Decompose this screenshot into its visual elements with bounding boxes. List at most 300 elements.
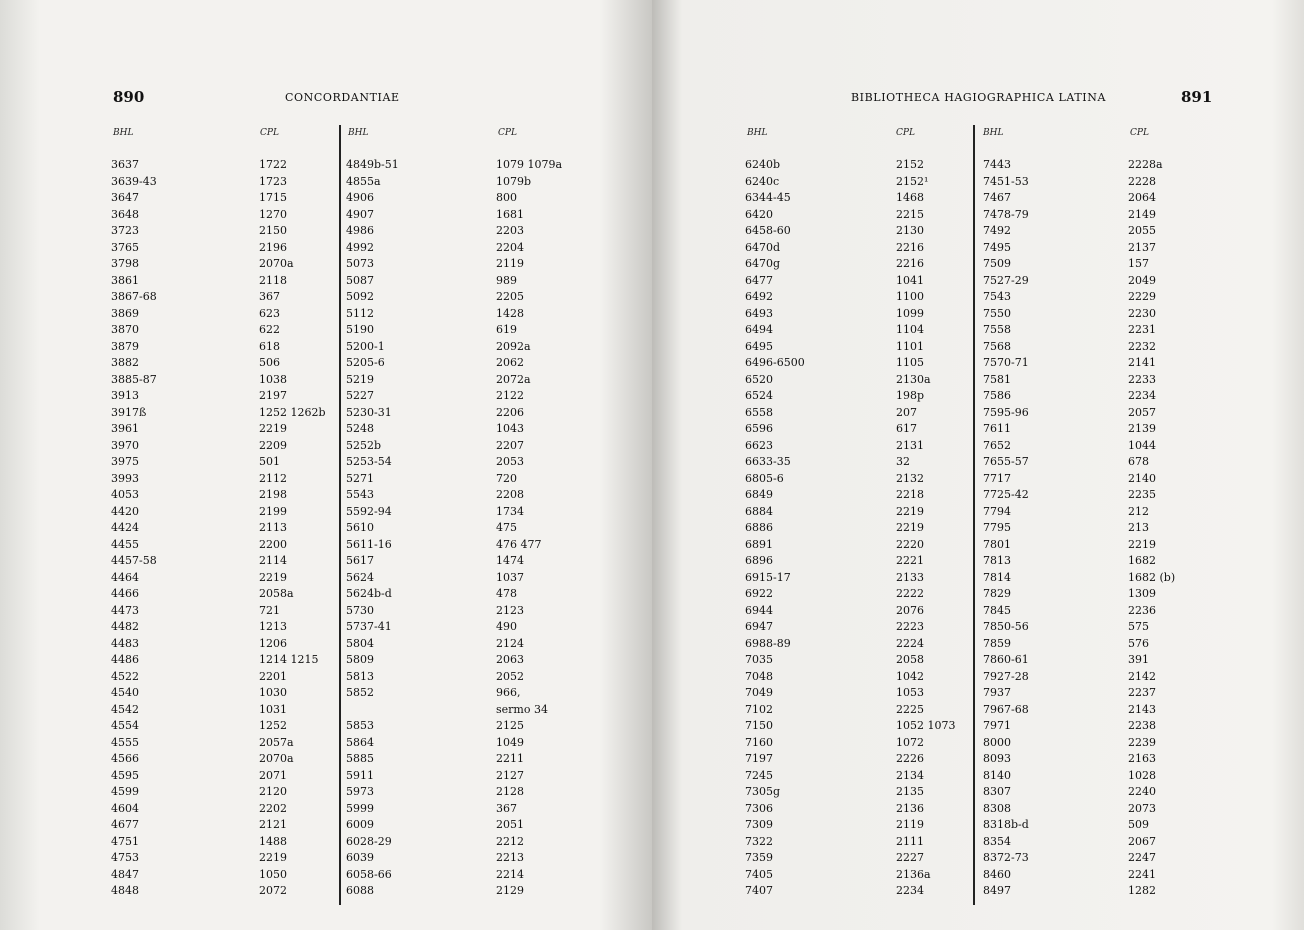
table-cell: 2224 <box>896 636 924 650</box>
table-cell: 2123 <box>496 603 524 617</box>
table-cell: 367 <box>259 290 280 303</box>
table-cell: 3879 <box>111 339 139 353</box>
table-cell: 6493 <box>745 306 773 320</box>
table-cell: 989 <box>496 273 517 287</box>
table-cell: 2223 <box>896 620 924 633</box>
table-cell: 7558 <box>983 323 1011 336</box>
table-cell: 2139 <box>1128 422 1156 435</box>
table-cell: 6915-17 <box>745 570 791 584</box>
table-cell: 1214 1215 <box>259 653 319 666</box>
page-number: 891 <box>1181 88 1213 106</box>
table-cell: 4906 <box>346 191 374 204</box>
table-cell: 619 <box>496 323 517 336</box>
table-cell: 198p <box>896 389 925 402</box>
table-cell: 3975 <box>111 455 139 468</box>
table-cell: 4599 <box>111 785 139 798</box>
table-cell: 5624 <box>346 570 374 584</box>
table-cell: 3648 <box>111 207 139 221</box>
table-cell: 2125 <box>496 719 524 732</box>
running-head: CONCORDANTIAE <box>285 91 400 104</box>
table-cell: 1682 (b) <box>1128 570 1176 584</box>
table-cell: 2143 <box>1128 702 1156 716</box>
table-cell: 8000 <box>983 735 1011 749</box>
table-cell: 5852 <box>346 686 374 699</box>
table-cell: 2231 <box>1128 323 1156 336</box>
table-cell: 2234 <box>896 884 924 897</box>
table-cell: 1252 <box>259 719 287 732</box>
table-cell: 3885-87 <box>111 372 157 386</box>
table-cell: 6886 <box>745 521 773 534</box>
table-cell: 4455 <box>111 537 139 551</box>
table-cell: 2152¹ <box>896 174 929 188</box>
bhl-column <box>111 157 231 900</box>
table-cell: 506 <box>259 356 280 369</box>
table-cell: 6944 <box>745 603 773 617</box>
table-cell: 5073 <box>346 257 374 270</box>
table-cell: 5592-94 <box>346 504 392 518</box>
table-cell: 3637 <box>111 158 139 171</box>
table-cell: 2218 <box>896 488 924 501</box>
column-header-bhl: BHL <box>348 128 369 138</box>
table-cell: 6633-35 <box>745 455 791 468</box>
table-cell: 32 <box>896 455 910 468</box>
table-cell: 7478-79 <box>983 207 1029 221</box>
table-cell: 207 <box>896 405 917 419</box>
table-cell: 6344-45 <box>745 191 791 204</box>
table-cell: 4677 <box>111 818 139 831</box>
table-cell: 2135 <box>896 785 924 798</box>
table-cell: 6891 <box>745 537 773 551</box>
table-cell: 1101 <box>896 339 924 353</box>
table-cell: 7801 <box>983 537 1011 551</box>
table-cell: 6494 <box>745 323 773 336</box>
table-cell: 4482 <box>111 620 139 633</box>
table-cell: 7509 <box>983 257 1011 270</box>
table-cell: 4473 <box>111 603 139 617</box>
table-cell: 2219 <box>1128 537 1156 551</box>
table-cell: 2219 <box>896 521 924 534</box>
table-cell: 7586 <box>983 389 1011 402</box>
table-cell: 7581 <box>983 372 1011 386</box>
table-cell: 2229 <box>1128 290 1156 303</box>
table-cell: 721 <box>259 603 280 617</box>
table-cell: 3882 <box>111 356 139 369</box>
table-cell: 2163 <box>1128 752 1156 765</box>
table-cell: 2136 <box>896 801 924 815</box>
table-cell: 4424 <box>111 521 139 534</box>
table-cell: 7527-29 <box>983 273 1029 287</box>
table-cell: 2235 <box>1128 488 1156 501</box>
table-cell: 2112 <box>259 471 287 485</box>
table-cell: 509 <box>1128 818 1149 831</box>
table-cell: 2113 <box>259 521 287 534</box>
table-cell: 2072a <box>496 372 531 386</box>
table-cell: 7927-28 <box>983 669 1029 683</box>
table-cell: 1734 <box>496 504 524 518</box>
table-cell: 2063 <box>496 653 524 666</box>
table-cell: 5253-54 <box>346 455 392 468</box>
table-cell: 4420 <box>111 504 139 518</box>
table-cell: 8372-73 <box>983 851 1029 864</box>
table-cell: 6947 <box>745 620 773 633</box>
table-cell: 1105 <box>896 356 924 369</box>
table-cell: 7568 <box>983 339 1011 353</box>
table-cell: 2199 <box>259 504 287 518</box>
table-cell: 1042 <box>896 669 924 683</box>
table-cell: 5809 <box>346 653 374 666</box>
table-cell: 213 <box>1128 521 1149 534</box>
table-cell <box>346 702 466 719</box>
table-cell: 2215 <box>896 207 924 221</box>
table-cell: 8307 <box>983 785 1011 798</box>
table-cell: 4486 <box>111 653 139 666</box>
table-cell: 3867-68 <box>111 290 157 303</box>
table-cell: 2132 <box>896 471 924 485</box>
table-cell: 1052 1073 <box>896 719 956 732</box>
table-cell: 4595 <box>111 768 139 782</box>
table-cell: 3723 <box>111 224 139 237</box>
table-cell: 7306 <box>745 801 773 815</box>
table-cell: 4986 <box>346 224 374 237</box>
table-cell: 1041 <box>896 273 924 287</box>
table-cell: 5610 <box>346 521 374 534</box>
table-cell: 6495 <box>745 339 773 353</box>
table-cell: 7814 <box>983 570 1011 584</box>
table-cell: 7794 <box>983 504 1011 518</box>
table-cell: 1038 <box>259 372 287 386</box>
table-cell: 7407 <box>745 884 773 897</box>
table-cell: 5911 <box>346 768 374 782</box>
column-header-cpl: CPL <box>260 128 279 138</box>
table-cell: 2247 <box>1128 851 1156 864</box>
table-cell: 490 <box>496 620 517 633</box>
table-cell: 2120 <box>259 785 287 798</box>
table-cell: 6039 <box>346 851 374 864</box>
table-cell: 4992 <box>346 240 374 254</box>
table-cell: 1723 <box>259 174 287 188</box>
table-cell: 7492 <box>983 224 1011 237</box>
table-cell: 5227 <box>346 389 374 402</box>
table-cell: 2205 <box>496 290 524 303</box>
table-cell: 6558 <box>745 405 773 419</box>
table-cell: 6470g <box>745 257 781 270</box>
table-cell: 1030 <box>259 686 287 699</box>
table-cell: 6884 <box>745 504 773 518</box>
table-cell: sermo 34 <box>496 702 548 716</box>
table-cell: 6240b <box>745 158 781 171</box>
table-cell: 5730 <box>346 603 374 617</box>
table-cell: 8318b-d <box>983 818 1029 831</box>
table-cell: 2196 <box>259 240 287 254</box>
table-cell: 6477 <box>745 273 773 287</box>
table-cell: 3798 <box>111 257 139 270</box>
table-cell: 1079b <box>496 174 532 188</box>
table-cell: 7048 <box>745 669 773 683</box>
table-cell: 2219 <box>896 504 924 518</box>
table-cell: 8497 <box>983 884 1011 897</box>
table-cell: 6088 <box>346 884 374 897</box>
table-cell: 3870 <box>111 323 139 336</box>
table-cell: 5611-16 <box>346 537 392 551</box>
table-cell: 7859 <box>983 636 1011 650</box>
table-cell: 6623 <box>745 438 773 452</box>
table-cell: 5092 <box>346 290 374 303</box>
table-cell: 4847 <box>111 867 139 881</box>
table-cell: 4555 <box>111 735 139 749</box>
column-header-cpl: CPL <box>1130 128 1149 138</box>
table-cell: 5853 <box>346 719 374 732</box>
table-cell: 7860-61 <box>983 653 1029 666</box>
table-cell: 7305g <box>745 785 781 798</box>
table-cell: 8308 <box>983 801 1011 815</box>
table-cell: 7570-71 <box>983 356 1029 369</box>
table-cell: 2201 <box>259 669 287 683</box>
table-cell: 1213 <box>259 620 287 633</box>
table-cell: 1206 <box>259 636 287 650</box>
table-cell: 6524 <box>745 389 773 402</box>
table-cell: 6496-6500 <box>745 356 805 369</box>
table-cell: 2198 <box>259 488 287 501</box>
right-page <box>652 0 1304 930</box>
table-cell: 2137 <box>1128 240 1156 254</box>
table-cell: 7967-68 <box>983 702 1029 716</box>
table-cell: 7451-53 <box>983 174 1029 188</box>
table-cell: 6470d <box>745 240 781 254</box>
table-cell: 1050 <box>259 867 287 881</box>
table-cell: 6420 <box>745 207 773 221</box>
table-cell: 478 <box>496 587 517 600</box>
table-cell: 7550 <box>983 306 1011 320</box>
cpl-column <box>1128 157 1248 900</box>
table-cell: 2204 <box>496 240 524 254</box>
table-cell: 2129 <box>496 884 524 897</box>
table-cell: 3917ß <box>111 405 147 419</box>
table-cell: 7795 <box>983 521 1011 534</box>
table-cell: 5804 <box>346 636 374 650</box>
table-cell: 2057 <box>1128 405 1156 419</box>
table-cell: 2236 <box>1128 603 1156 617</box>
table-cell: 367 <box>496 801 517 815</box>
table-cell: 6009 <box>346 818 374 831</box>
table-cell: 4604 <box>111 801 139 815</box>
table-cell: 1282 <box>1128 884 1156 897</box>
table-cell: 5617 <box>346 554 374 567</box>
table-cell: 7845 <box>983 603 1011 617</box>
table-cell: 4464 <box>111 570 139 584</box>
table-cell: 5112 <box>346 306 374 320</box>
table-cell: 2130a <box>896 372 931 386</box>
table-cell: 1031 <box>259 702 287 716</box>
table-cell: 1044 <box>1128 438 1156 452</box>
table-cell: 7543 <box>983 290 1011 303</box>
table-cell: 2149 <box>1128 207 1156 221</box>
table-cell: 2225 <box>896 702 924 716</box>
table-cell: 2202 <box>259 801 287 815</box>
table-cell: 2070a <box>259 752 294 765</box>
table-cell: 2150 <box>259 224 287 237</box>
table-cell: 2208 <box>496 488 524 501</box>
table-cell: 4466 <box>111 587 139 600</box>
running-head: BIBLIOTHECA HAGIOGRAPHICA LATINA <box>851 91 1106 104</box>
table-cell: 2136a <box>896 867 931 881</box>
table-cell: 1028 <box>1128 768 1156 782</box>
table-cell: 5248 <box>346 422 374 435</box>
table-cell: 2228a <box>1128 158 1163 171</box>
table-cell: 2233 <box>1128 372 1156 386</box>
table-cell: 2051 <box>496 818 524 831</box>
table-cell: 476 477 <box>496 537 542 551</box>
table-cell: 7049 <box>745 686 773 699</box>
table-cell: 2058 <box>896 653 924 666</box>
table-cell: 3970 <box>111 438 139 452</box>
table-cell: 5252b <box>346 438 382 452</box>
table-cell: 7595-96 <box>983 405 1029 419</box>
table-cell: 2240 <box>1128 785 1156 798</box>
table-cell: 2072 <box>259 884 287 897</box>
table-cell: 2052 <box>496 669 524 683</box>
table-cell: 7102 <box>745 702 773 716</box>
table-cell: 2121 <box>259 818 287 831</box>
column-header-bhl: BHL <box>747 128 768 138</box>
table-cell: 3993 <box>111 471 139 485</box>
table-cell: 2214 <box>496 867 524 881</box>
table-cell: 3861 <box>111 273 139 287</box>
table-cell: 3765 <box>111 240 139 254</box>
table-cell: 6240c <box>745 174 780 188</box>
column-header-cpl: CPL <box>498 128 517 138</box>
table-cell: 2127 <box>496 768 524 782</box>
table-cell: 6596 <box>745 422 773 435</box>
table-cell: 2213 <box>496 851 524 864</box>
table-cell: 2114 <box>259 554 287 567</box>
table-cell: 1488 <box>259 834 287 848</box>
table-cell: 3869 <box>111 306 139 320</box>
table-cell: 1043 <box>496 422 524 435</box>
table-cell: 4522 <box>111 669 139 683</box>
table-cell: 4554 <box>111 719 139 732</box>
table-cell: 5543 <box>346 488 374 501</box>
table-cell: 4053 <box>111 488 139 501</box>
cpl-column <box>496 157 616 900</box>
table-cell: 6028-29 <box>346 834 392 848</box>
table-cell: 8093 <box>983 752 1011 765</box>
table-cell: 2219 <box>259 570 287 584</box>
table-cell: 4483 <box>111 636 139 650</box>
table-cell: 3647 <box>111 191 139 204</box>
table-cell: 4855a <box>346 174 381 188</box>
table-cell: 2057a <box>259 735 294 749</box>
table-cell: 2111 <box>896 834 924 848</box>
table-cell: 1468 <box>896 191 924 204</box>
table-cell: 2119 <box>896 818 924 831</box>
table-cell: 4753 <box>111 851 139 864</box>
table-cell: 575 <box>1128 620 1149 633</box>
column-header-bhl: BHL <box>983 128 1004 138</box>
table-cell: 2219 <box>259 422 287 435</box>
table-cell: 1099 <box>896 306 924 320</box>
column-header-bhl: BHL <box>113 128 134 138</box>
table-cell: 2221 <box>896 554 924 567</box>
table-cell: 4542 <box>111 702 139 716</box>
table-cell: 2234 <box>1128 389 1156 402</box>
table-cell: 2092a <box>496 339 531 353</box>
table-cell: 720 <box>496 471 517 485</box>
table-cell: 2124 <box>496 636 524 650</box>
table-cell: 4540 <box>111 686 139 699</box>
table-cell: 1104 <box>896 323 924 336</box>
table-cell: 576 <box>1128 636 1149 650</box>
table-cell: 2134 <box>896 768 924 782</box>
table-cell: 678 <box>1128 455 1149 468</box>
table-cell: 2131 <box>896 438 924 452</box>
table-cell: 7035 <box>745 653 773 666</box>
table-cell: 5813 <box>346 669 374 683</box>
table-cell: 7322 <box>745 834 773 848</box>
table-cell: 6058-66 <box>346 867 392 881</box>
page-number: 890 <box>113 88 145 106</box>
table-cell: 966, <box>496 686 521 699</box>
table-cell: 1252 1262b <box>259 405 326 419</box>
table-cell: 2212 <box>496 834 524 848</box>
table-cell: 6922 <box>745 587 773 600</box>
table-cell: 2058a <box>259 587 294 600</box>
table-cell: 3961 <box>111 422 139 435</box>
table-cell: 2141 <box>1128 356 1156 369</box>
table-cell: 2216 <box>896 257 924 270</box>
table-cell: 5200-1 <box>346 339 385 353</box>
table-cell: 6849 <box>745 488 773 501</box>
table-cell: 5230-31 <box>346 405 392 419</box>
table-cell: 5737-41 <box>346 620 392 633</box>
table-cell: 5864 <box>346 735 374 749</box>
table-cell: 2049 <box>1128 273 1156 287</box>
table-cell: 2070a <box>259 257 294 270</box>
table-cell: 2055 <box>1128 224 1156 237</box>
table-cell: 2062 <box>496 356 524 369</box>
table-cell: 3639-43 <box>111 174 157 188</box>
table-cell: 622 <box>259 323 280 336</box>
table-cell: 1079 1079a <box>496 158 563 171</box>
table-cell: 2073 <box>1128 801 1156 815</box>
table-cell: 5624b-d <box>346 587 392 600</box>
table-cell: 7717 <box>983 471 1011 485</box>
bhl-column <box>983 157 1103 900</box>
table-cell: 2130 <box>896 224 924 237</box>
table-cell: 5999 <box>346 801 374 815</box>
table-cell: 7309 <box>745 818 773 831</box>
table-cell: 8354 <box>983 834 1011 848</box>
table-cell: 2197 <box>259 389 287 402</box>
table-cell: 2053 <box>496 455 524 468</box>
table-cell: 2067 <box>1128 834 1156 848</box>
table-cell: 1682 <box>1128 554 1156 567</box>
table-cell: 1072 <box>896 735 924 749</box>
table-cell: 1428 <box>496 306 524 320</box>
table-cell: 4848 <box>111 884 139 897</box>
table-cell: 5219 <box>346 372 374 386</box>
table-cell: 2128 <box>496 785 524 798</box>
table-cell: 4457-58 <box>111 554 157 567</box>
table-cell: 4907 <box>346 207 374 221</box>
table-cell: 8460 <box>983 867 1011 881</box>
table-cell: 7467 <box>983 191 1011 204</box>
table-cell: 2152 <box>896 158 924 171</box>
table-cell: 2232 <box>1128 339 1156 353</box>
table-cell: 7937 <box>983 686 1011 699</box>
table-cell: 1474 <box>496 554 524 567</box>
table-cell: 2133 <box>896 570 924 584</box>
table-cell: 1309 <box>1128 587 1156 600</box>
